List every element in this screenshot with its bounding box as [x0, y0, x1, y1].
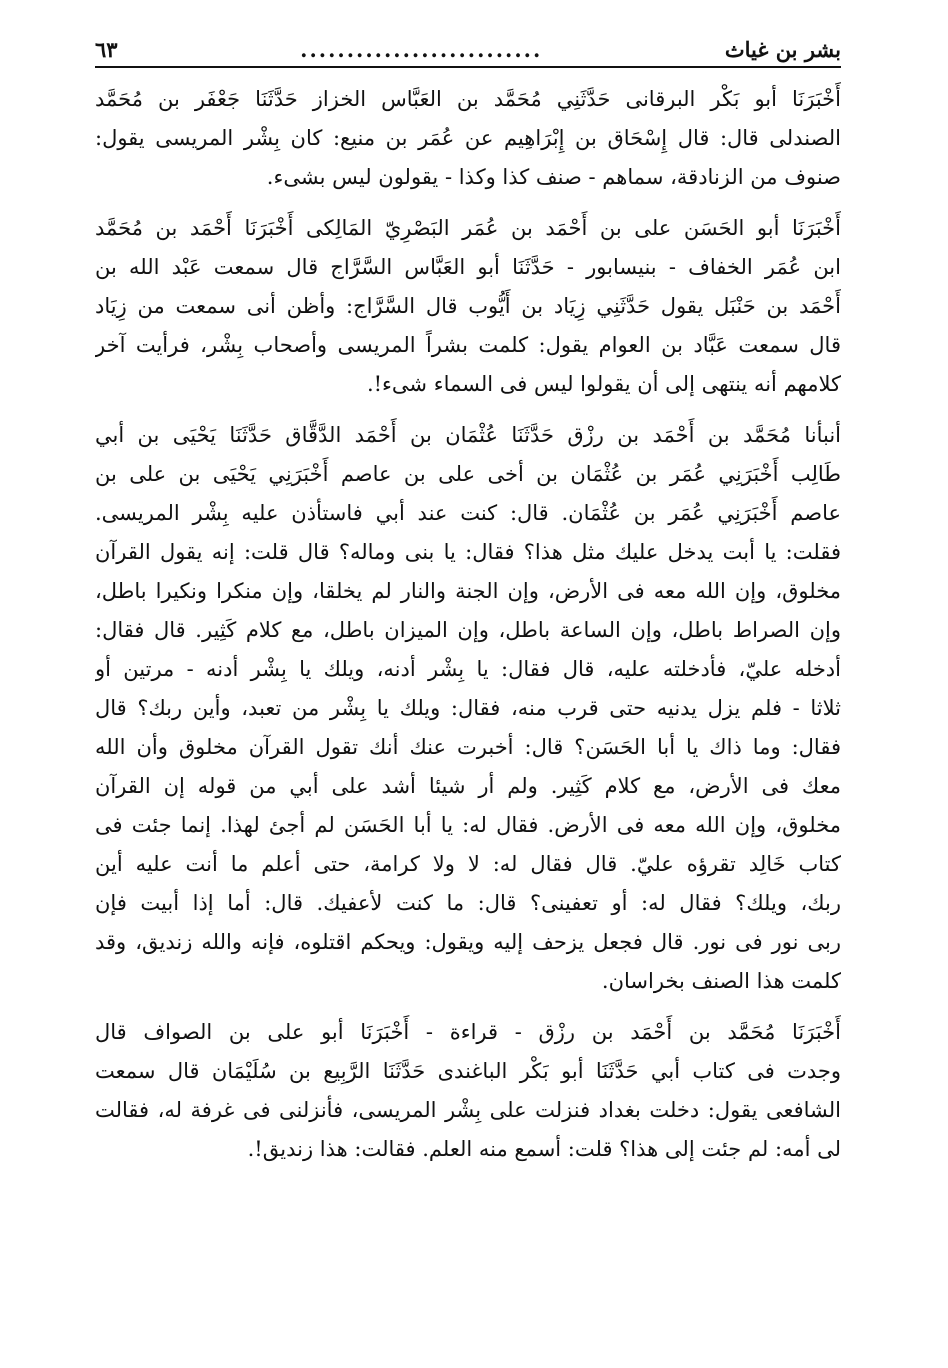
text-line: قال سمعت عَبَّاد بن العوام يقول: كلمت بشراً المريسى وأصحاب بِشْر، فرأيت آخر — [95, 333, 841, 357]
chapter-title: بشر بن غياث — [724, 37, 841, 62]
text-line: ثلاثا - فلم يزل يدنيه حتى قرب منه، فقال: ويلك يا بِشْر من تعبد، وأين ربك؟ قال — [95, 696, 841, 720]
text-line: طَالِب أَخْبَرَنِي عُمَر بن عُثْمَان بن أخى على بن عاصم أَخْبَرَنِي يَحْيَى بن على بن — [95, 462, 841, 486]
paragraph-4 — [95, 1013, 841, 1169]
header-rule — [95, 66, 841, 68]
text-line: أَخْبَرَنَا أبو الحَسَن على بن أَحْمَد بن عُمَر البَصْرِيّ المَالِكى أَخْبَرَنَا أَحْمَد بن مُحَمَّد — [95, 216, 841, 240]
text-line: الصندلى قال: قال إِسْحَاق بن إِبْرَاهِيم عن عُمَر بن منيع: كان بِشْر المريسى يقول: — [95, 126, 841, 150]
text-line: أَحْمَد بن حَنْبَل يقول حَدَّثَنِي زِيَاد بن أَيُّوب قال السَّرَّاج: وأظن أنى سمعت من زِيَاد — [95, 294, 841, 318]
paragraph-2 — [95, 209, 841, 404]
text-line: ابن عُمَر الخفاف - بنيسابور - حَدَّثَنَا أبو العَبَّاس السَّرَّاج قال سمعت عَبْد الله بن — [95, 255, 841, 279]
text-line: أنبأنا مُحَمَّد بن أَحْمَد بن رزْق حَدَّثَنَا عُثْمَان بن أَحْمَد الدَّقَّاق حَدَّثَنَا يَحْيَى بن أبي — [95, 423, 841, 447]
text-line: أَخْبَرَنَا أبو بَكْر البرقانى حَدَّثَنِي مُحَمَّد بن العَبَّاس الخزاز حَدَّثَنَا جَعْفَر بن مُحَمَّد — [95, 87, 841, 111]
paragraph-3 — [95, 416, 841, 1001]
text-line: ربى نور فى نور. قال فجعل يزحف إليه ويقول: ويحكم اقتلوه، فإنه والله زنديق، وقد — [95, 930, 841, 954]
text-line: فقال: وما ذاك يا أبا الحَسَن؟ قال: أخبرت عنك أنك تقول القرآن مخلوق وأن الله — [95, 735, 841, 759]
text-line: مخلوق، وإن الله معه فى الأرض، وإن الجنة والنار لم يخلقا، وإن منكرا ونكيرا باطل، — [95, 579, 841, 603]
book-page — [95, 30, 841, 1181]
text-line: الشافعى يقول: دخلت بغداد فنزلت على بِشْر المريسى، فأنزلنى فى غرفة له، فقالت — [95, 1098, 841, 1122]
text-line: وإن الصراط باطل، وإن الساعة باطل، وإن الميزان باطل، مع كلام كَثِير. قال فقال: — [95, 618, 841, 642]
text-line: أَخْبَرَنَا مُحَمَّد بن أَحْمَد بن رزْق - قراءة - أَخْبَرَنَا أبو على بن الصواف قال — [95, 1020, 841, 1044]
page-number: ٦٣ — [95, 37, 118, 62]
text-line: وجدت فى كتاب أبي حَدَّثَنَا أبو بَكْر الباغندى حَدَّثَنَا الرَّبِيع بن سُلَيْمَان قال سمعت — [95, 1059, 841, 1083]
running-header — [95, 30, 841, 62]
text-line: ربك، ويلك؟ فقال له: أو تعفينى؟ قال: ما كنت لأعفيك. قال: أما إذا أبيت فإن — [95, 891, 841, 915]
text-line: معك فى الأرض، مع كلام كَثِير. ولم أر شيئا أشد على أبي من قوله إن القرآن — [95, 774, 841, 798]
text-line: مخلوق، وإن الله معه فى الأرض. فقال له: يا أبا الحَسَن لم أجئ لهذا. إنما جئت فى — [95, 813, 841, 837]
text-line: كلمت هذا الصنف بخراسان. — [601, 969, 841, 993]
text-line: كتاب خَالِد تقرؤه عليّ. قال فقال له: لا ولا كرامة، حتى أعلم ما أنت عليه أين — [95, 852, 841, 876]
text-line: صنوف من الزنادقة، سماهم - صنف كذا وكذا - يقولون ليس بشىء. — [266, 165, 841, 189]
paragraph-1 — [95, 80, 841, 197]
text-line: أدخله عليّ، فأدخلته عليه، قال فقال: يا بِشْر أدنه، ويلك يا بِشْر أدنه - مرتين أو — [95, 657, 841, 681]
text-line: فقلت: يا أبت يدخل عليك مثل هذا؟ فقال: يا بنى وماله؟ قال قلت: إنه يقول القرآن — [95, 540, 841, 564]
text-line: لى أمه: لم جئت إلى هذا؟ قلت: أسمع منه العلم. فقالت: هذا زنديق!. — [247, 1137, 841, 1161]
text-line: كلامهم أنه ينتهى إلى أن يقولوا ليس فى السماء شىء!. — [366, 372, 841, 396]
header-dots: .......................... — [300, 37, 543, 62]
text-line: عاصم أَخْبَرَنِي عُمَر بن عُثْمَان. قال: كنت عند أبي فاستأذن عليه بِشْر المريسى. — [95, 501, 841, 525]
